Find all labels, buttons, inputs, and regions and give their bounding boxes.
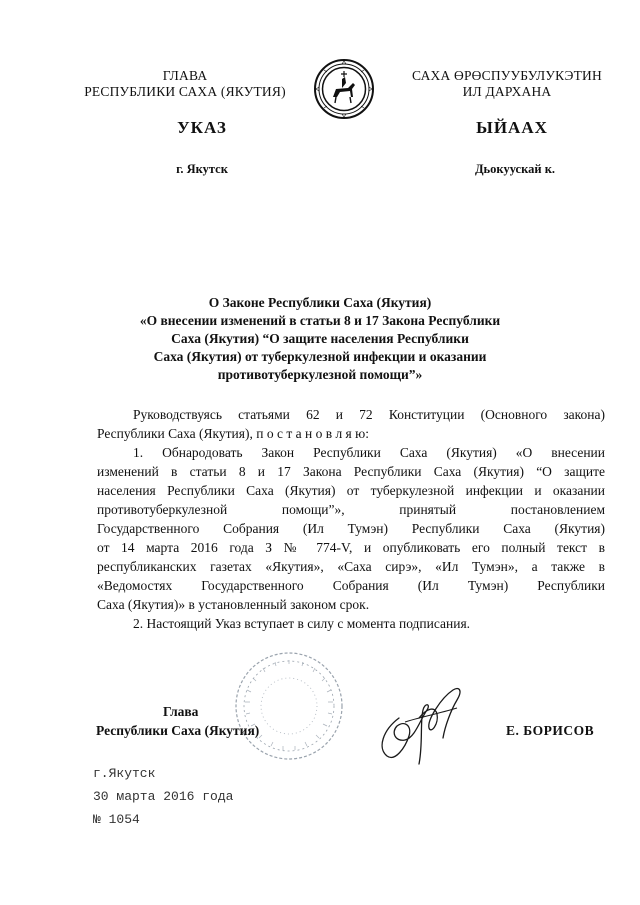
body-line: Руководствуясь статьями 62 и 72 Конституции (Основного закона) — [133, 407, 605, 422]
body-line: «Ведомостях Государственного Собрания (Ил Тумэн) Республики — [97, 578, 605, 593]
registration-date: 30 марта 2016 года — [93, 789, 234, 804]
body-line: населения Республики Саха (Якутия) от туберкулезной инфекции и оказании — [97, 483, 605, 498]
body-line: от 14 марта 2016 года З № 774-V, и опубликовать его полный текст в — [97, 540, 605, 555]
title-line: Саха (Якутия) “О защите населения Республики — [171, 331, 469, 346]
city-sakha: Дьокуускай к. — [474, 162, 556, 176]
title-line: Саха (Якутия) от туберкулезной инфекции и оказании — [153, 349, 487, 364]
signatory-position-line2: Республики Саха (Якутия) — [96, 723, 260, 738]
decree-body — [97, 405, 605, 633]
title-line: О Законе Республики Саха (Якутия) — [208, 295, 432, 310]
doc-type-ru: УКАЗ — [177, 118, 227, 137]
body-line: 1. Обнародовать Закон Республики Саха (Якутия) «О внесении — [133, 445, 605, 460]
registration-city: г.Якутск — [93, 766, 156, 781]
body-line: 2. Настоящий Указ вступает в силу с момента подписания. — [133, 616, 471, 631]
issuer-ru — [70, 68, 300, 100]
registration-block — [93, 762, 233, 831]
issuer-sakha-line1: САХА ӨРӨСПУУБУЛУКЭТИН — [412, 68, 602, 83]
official-seal-stamp — [233, 650, 345, 762]
body-line: республиканских газетах «Якутия», «Саха сирэ», «Ил Тумэн», а также в — [97, 559, 605, 574]
signatory-name: Е. БОРИСОВ — [506, 723, 595, 738]
body-line: изменений в статьи 8 и 17 Закона Республики Саха (Якутия) “О защите — [97, 464, 605, 479]
issuer-sakha-line2: ИЛ ДАРХАНА — [462, 84, 552, 99]
issuer-sakha — [392, 68, 622, 100]
doc-type-sakha: ЫЙААХ — [476, 118, 548, 137]
body-line: Республики Саха (Якутия), п о с т а н о в л я ю: — [97, 426, 369, 441]
body-line: Саха (Якутия)» в установленный законом срок. — [97, 597, 370, 612]
signatory-position-line1: Глава — [163, 704, 199, 719]
coat-of-arms-emblem — [313, 57, 375, 121]
title-line: противотуберкулезной помощи”» — [217, 367, 423, 382]
body-line: противотуберкулезной помощи”», принятый постановлением — [97, 502, 605, 517]
handwritten-signature — [365, 678, 475, 768]
issuer-ru-line1: ГЛАВА — [162, 68, 208, 83]
body-line: Государственного Собрания (Ил Тумэн) Республики Саха (Якутия) — [97, 521, 605, 536]
city-ru: г. Якутск — [176, 162, 228, 176]
decree-title — [100, 294, 540, 384]
title-line: «О внесении изменений в статьи 8 и 17 Закона Республики — [139, 313, 501, 328]
registration-number: № 1054 — [93, 812, 140, 827]
issuer-ru-line2: РЕСПУБЛИКИ САХА (ЯКУТИЯ) — [84, 84, 286, 99]
